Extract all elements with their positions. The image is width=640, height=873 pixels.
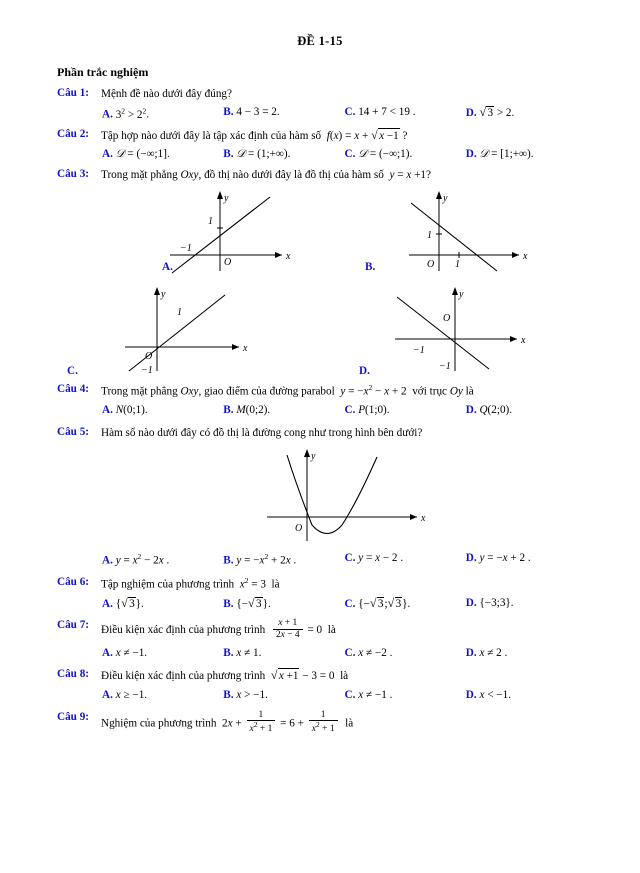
choice-5d[interactable]: D. y = −x + 2 .	[465, 552, 531, 565]
choice-4b[interactable]: B. M(0;2).	[223, 403, 271, 416]
question-8	[57, 668, 587, 684]
graph-d-label: D.	[359, 365, 370, 378]
graph-a-label: A.	[162, 261, 173, 274]
question-5-prompt: Hàm số nào dưới đây có đồ thị là đường cong như trong hình bên dưới?	[101, 426, 423, 439]
question-8-choices	[102, 689, 587, 701]
question-1-prompt: Mệnh đề nào dưới đây đúng?	[101, 88, 232, 100]
choice-2a[interactable]: A. 𝒟 = (−∞;1].	[102, 147, 170, 160]
page-title: ĐỀ 1-15	[297, 34, 343, 48]
choice-6b[interactable]: B. {− √ 3}.	[223, 597, 344, 610]
question-5	[57, 426, 587, 441]
choice-6c[interactable]: C. {− √ 3; √ 3}.	[345, 597, 466, 610]
choice-4d[interactable]: D. Q(2;0).	[465, 403, 513, 416]
document-page	[0, 34, 640, 873]
graph-b-cell	[365, 183, 627, 283]
choice-8d[interactable]: D. x < −1.	[465, 688, 512, 701]
graph-b-x-label: x	[523, 251, 528, 263]
choice-2b[interactable]: B. 𝒟 = (1;+∞).	[223, 147, 291, 160]
choice-5b[interactable]: B. $y = -x^2 + 2x$ .	[223, 552, 297, 567]
graph-b-origin: O	[427, 259, 435, 271]
question-3-graphs-row-2	[57, 285, 587, 381]
question-2	[57, 128, 587, 144]
question-6-prompt: Tập nghiệm của phương trình $x^2 = 3$ là	[101, 575, 280, 591]
parabola-figure	[217, 447, 497, 547]
question-4-label: Câu 4:	[57, 383, 90, 396]
graph-a-tick-1: 1	[208, 216, 213, 228]
choice-7c[interactable]: C. x ≠ −2 .	[344, 647, 393, 660]
graph-a-origin: O	[224, 257, 232, 269]
question-3-graphs-row-1	[57, 183, 587, 281]
question-9	[57, 711, 587, 737]
question-3-label: Câu 3:	[57, 167, 90, 180]
graph-c-origin: O	[145, 351, 153, 363]
graph-b-label: B.	[365, 261, 376, 274]
choice-6d[interactable]: D. {−3;3}.	[465, 596, 514, 609]
graph-c	[107, 285, 307, 377]
graph-a-tick-neg1: −1	[180, 243, 192, 255]
graph-d-y-label: y	[459, 289, 464, 301]
question-7-prompt: Điều kiện xác định của phương trình $\frac{x + 1}{2x - 4}$ = 0 là	[101, 617, 336, 640]
question-3	[57, 168, 587, 183]
graph-a-y-label: y	[224, 193, 229, 205]
question-7	[57, 619, 587, 642]
choice-1b[interactable]: B. 4 − 3 = 2.	[223, 106, 280, 119]
choice-2d[interactable]: D. 𝒟 = [1;+∞).	[465, 147, 534, 160]
question-1	[57, 87, 587, 102]
question-1-label: Câu 1:	[57, 87, 90, 99]
graph-b	[387, 183, 567, 275]
choice-1d[interactable]: D. √ 3 > 2.	[466, 106, 587, 121]
choice-4a[interactable]: A. N(0;1).	[102, 403, 148, 416]
question-9-label: Câu 9:	[57, 710, 90, 723]
question-6-choices	[102, 597, 587, 610]
graph-d-cell	[359, 285, 617, 385]
parabola-y-label: y	[311, 451, 316, 463]
question-7-choices	[102, 647, 587, 659]
graph-c-x-label: x	[243, 343, 248, 355]
question-6-label: Câu 6:	[57, 575, 90, 588]
question-5-label: Câu 5:	[57, 425, 90, 438]
question-2-prompt: Tập hợp nào dưới đây là tập xác định của hàm số f(x) = x + √ x −1 ?	[101, 128, 587, 144]
graph-d-origin: O	[443, 313, 451, 325]
graph-a-cell	[142, 183, 382, 283]
choice-7b[interactable]: B. x ≠ 1.	[223, 647, 262, 660]
choice-8a[interactable]: A. x ≥ −1.	[102, 688, 148, 701]
choice-8c[interactable]: C. x ≠ −1 .	[344, 688, 393, 701]
question-2-choices	[102, 148, 587, 161]
graph-d-tick-negx1: −1	[413, 345, 425, 357]
choice-1c[interactable]: C. 14 + 7 < 19 .	[344, 106, 416, 119]
graph-c-tick-1: 1	[177, 307, 182, 319]
graph-c-tick-neg1: −1	[141, 365, 153, 377]
section-heading: Phần trắc nghiệm	[57, 65, 149, 79]
question-2-label: Câu 2:	[57, 127, 90, 140]
choice-5a[interactable]: A. $y = x^2 - 2x$ .	[102, 552, 170, 567]
graph-d-tick-negy1: −1	[439, 361, 451, 373]
choice-7a[interactable]: A. x ≠ −1.	[102, 647, 148, 660]
question-5-figure-wrap	[57, 447, 587, 552]
choice-4c[interactable]: C. P(1;0).	[344, 403, 390, 416]
question-4-prompt: Trong mặt phẳng Oxy, giao điểm của đường parabol $y = -x^2 - x + 2$ với trục Oy là	[101, 383, 474, 398]
question-8-prompt: Điều kiện xác định của phương trình √ x +1 − 3 = 0 là	[101, 668, 587, 684]
graph-b-tick-y1: 1	[427, 230, 432, 242]
question-4-choices	[102, 404, 587, 416]
choice-1a[interactable]: A. $3^2 > 2^2$.	[102, 106, 150, 121]
question-3-prompt: Trong mặt phẳng Oxy, đồ thị nào dưới đây là đồ thị của hàm số y = x +1?	[101, 168, 431, 181]
graph-b-tick-x1: 1	[455, 259, 460, 271]
choice-6a[interactable]: A. { √ 3}.	[102, 597, 223, 610]
question-7-label: Câu 7:	[57, 618, 90, 631]
graph-c-cell	[67, 285, 347, 385]
choice-5c[interactable]: C. y = x − 2 .	[344, 552, 404, 565]
question-5-choices	[102, 552, 587, 567]
choice-7d[interactable]: D. x ≠ 2 .	[465, 647, 508, 660]
choice-8b[interactable]: B. x > −1.	[223, 688, 268, 701]
graph-c-y-label: y	[161, 289, 166, 301]
question-9-prompt: Nghiệm của phương trình 2x + $\frac{1}{x^2 + 1}$ = 6 + $\frac{1}{x^2 + 1}$ là	[101, 709, 354, 735]
graph-d	[377, 285, 577, 377]
graph-b-y-label: y	[443, 193, 448, 205]
parabola-origin: O	[295, 523, 303, 535]
question-1-choices	[102, 106, 587, 121]
graph-c-label: C.	[67, 365, 78, 378]
question-6	[57, 576, 587, 593]
graph-a-x-label: x	[286, 251, 291, 263]
choice-2c[interactable]: C. 𝒟 = (−∞;1).	[344, 147, 413, 160]
parabola-x-label: x	[421, 513, 426, 525]
question-4	[57, 383, 587, 400]
question-8-label: Câu 8:	[57, 668, 90, 681]
graph-d-x-label: x	[521, 335, 526, 347]
